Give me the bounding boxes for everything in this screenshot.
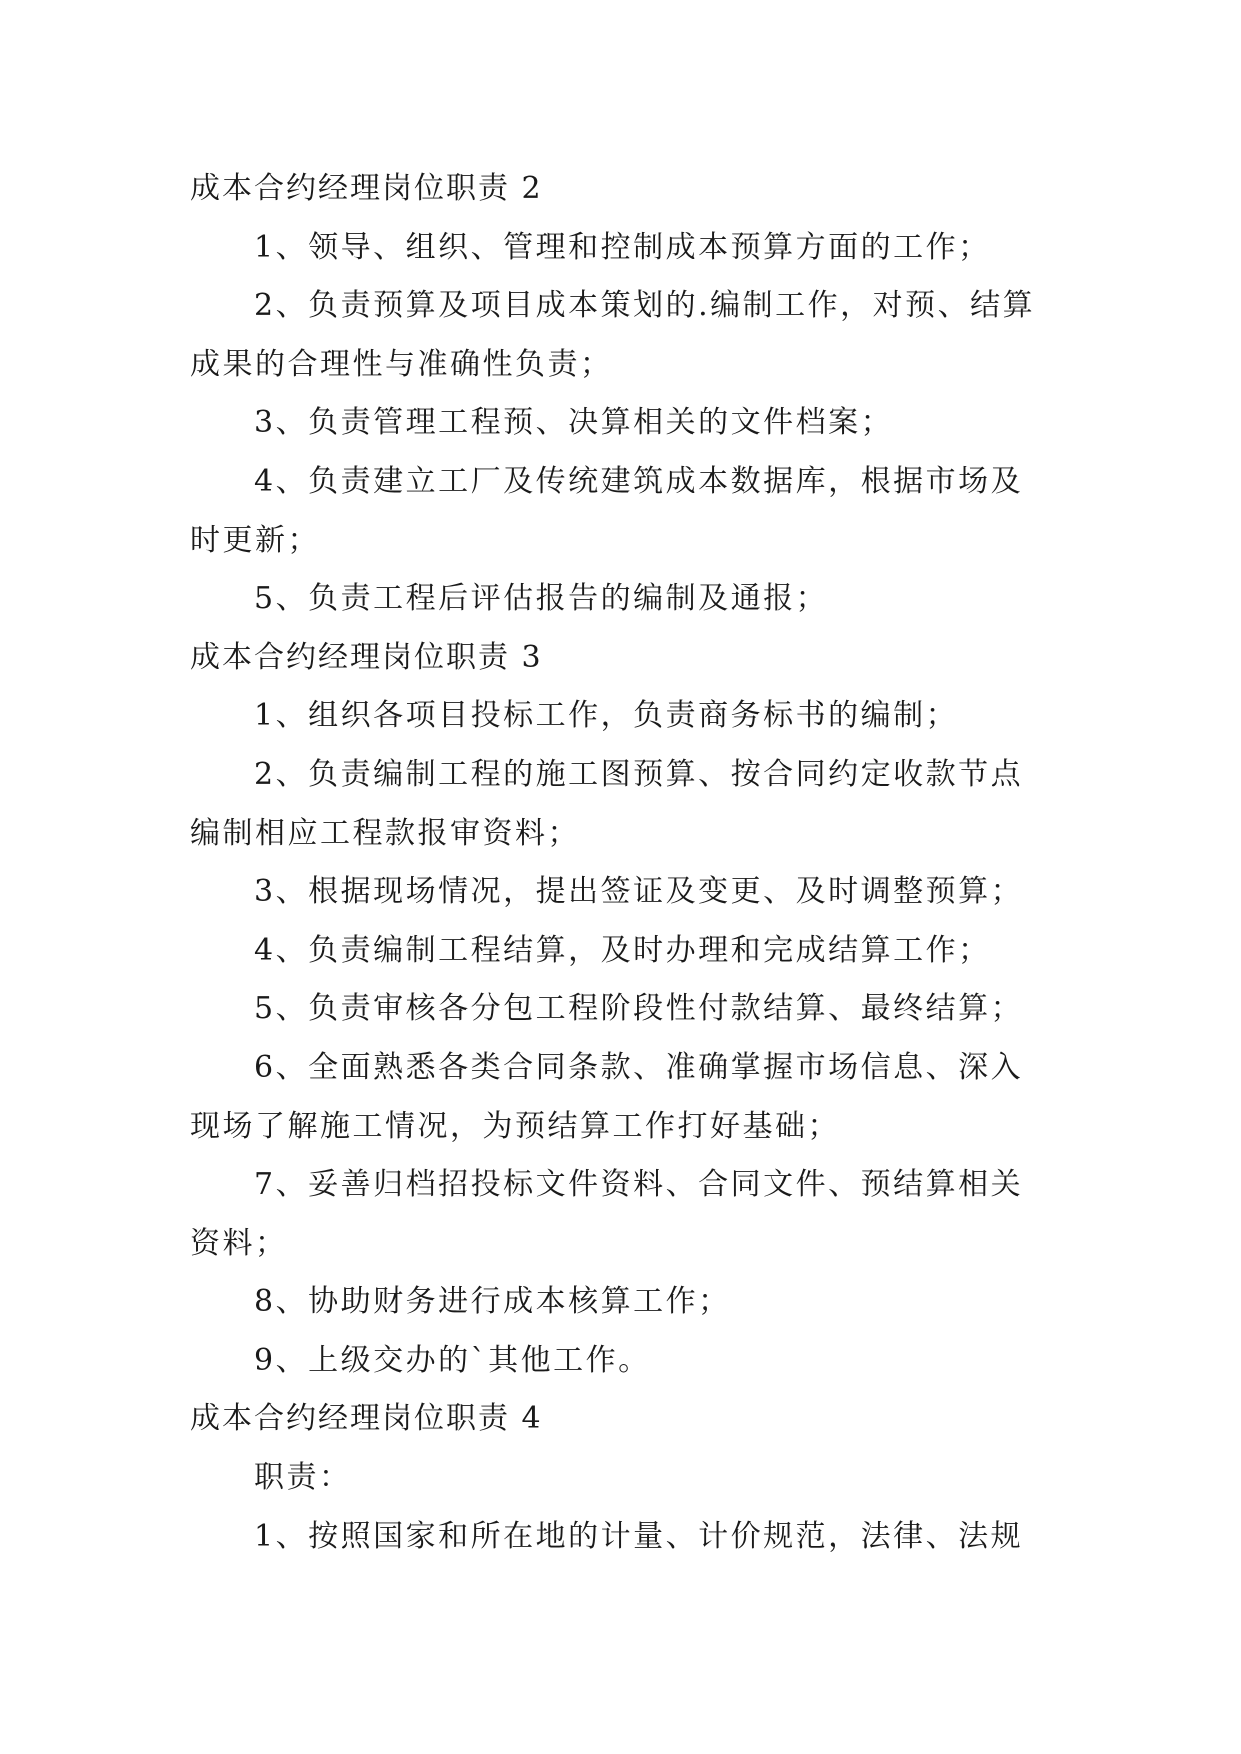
paragraph-line: 4、负责建立工厂及传统建筑成本数据库，根据市场及: [254, 463, 1024, 499]
paragraph-continuation: 编制相应工程款报审资料；: [190, 815, 580, 851]
paragraph-continuation: 成果的合理性与准确性负责；: [190, 346, 613, 382]
paragraph-line: 5、负责审核各分包工程阶段性付款结算、最终结算；: [254, 991, 1024, 1027]
section-heading: 成本合约经理岗位职责 3: [190, 639, 543, 675]
section-heading: 成本合约经理岗位职责 4: [190, 1401, 543, 1437]
paragraph-line: 8、协助财务进行成本核算工作；: [254, 1284, 731, 1320]
section-heading: 成本合约经理岗位职责 2: [190, 171, 543, 206]
paragraph-line: 5、负责工程后评估报告的编制及通报；: [254, 581, 829, 617]
paragraph-line: 9、上级交办的`其他工作。: [254, 1342, 651, 1378]
paragraph-line: 职责：: [254, 1460, 352, 1496]
paragraph-line: 3、根据现场情况，提出签证及变更、及时调整预算；: [254, 874, 1024, 910]
paragraph-line: 2、负责预算及项目成本策划的.编制工作，对预、结算: [254, 288, 1036, 324]
paragraph-line: 6、全面熟悉各类合同条款、准确掌握市场信息、深入: [254, 1049, 1024, 1085]
paragraph-line: 4、负责编制工程结算，及时办理和完成结算工作；: [254, 932, 991, 968]
paragraph-line: 3、负责管理工程预、决算相关的文件档案；: [254, 405, 894, 441]
paragraph-line: 7、妥善归档招投标文件资料、合同文件、预结算相关: [254, 1167, 1024, 1203]
document-body: [190, 160, 1050, 1566]
paragraph-line: 2、负责编制工程的施工图预算、按合同约定收款节点: [254, 756, 1024, 792]
paragraph-line: 1、按照国家和所在地的计量、计价规范，法律、法规: [254, 1518, 1024, 1554]
paragraph-line: 1、领导、组织、管理和控制成本预算方面的工作；: [254, 229, 991, 265]
paragraph-continuation: 时更新；: [190, 522, 320, 558]
paragraph-line: 1、组织各项目投标工作，负责商务标书的编制；: [254, 698, 959, 734]
paragraph-continuation: 现场了解施工情况，为预结算工作打好基础；: [190, 1108, 840, 1144]
paragraph-continuation: 资料；: [190, 1225, 288, 1261]
